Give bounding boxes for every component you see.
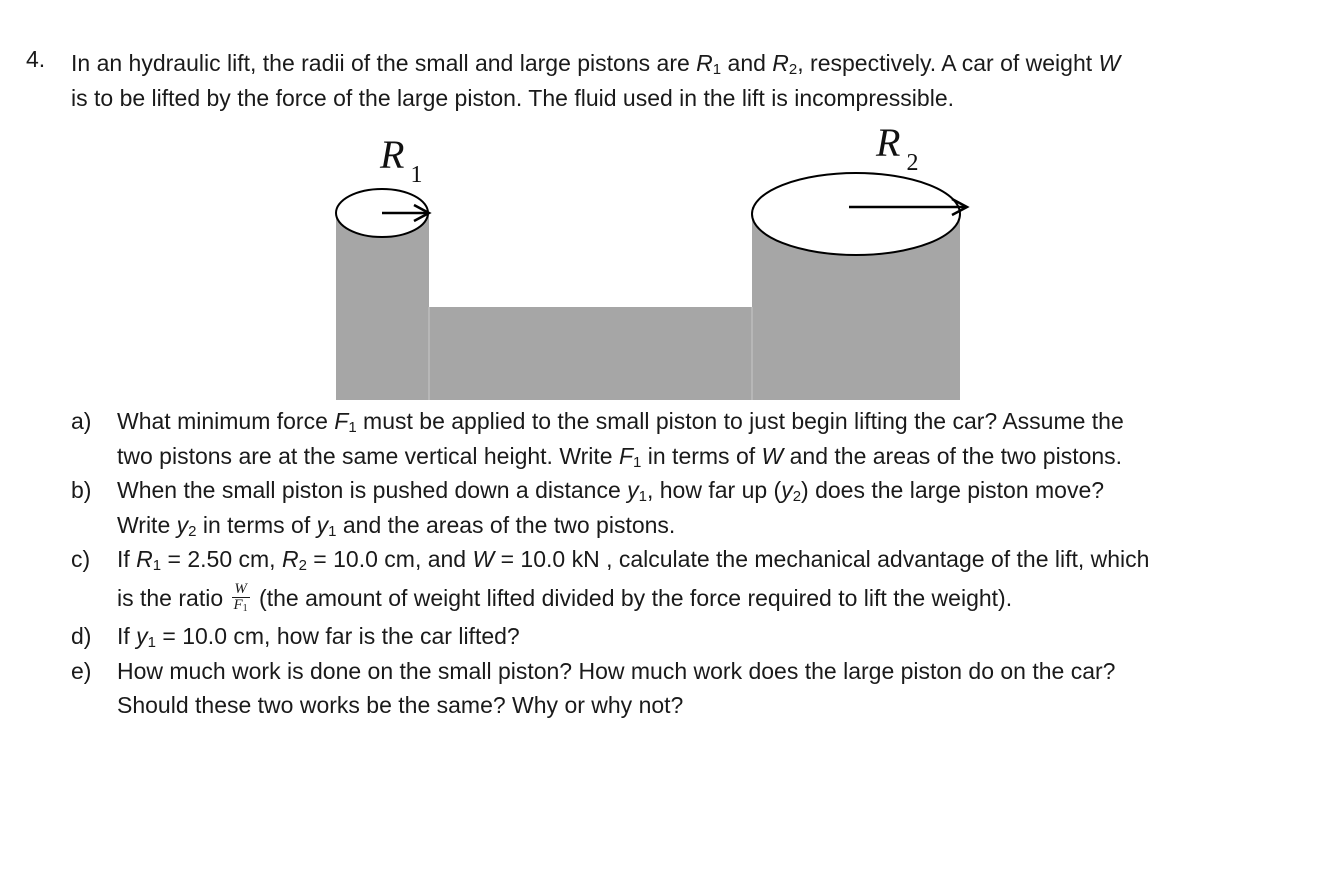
question-part-d <box>71 619 1311 654</box>
radius-label-small: R $_1$ <box>380 132 423 188</box>
part-letter: c) <box>71 546 91 572</box>
math-variable: y <box>781 477 793 503</box>
math-subscript: 2 <box>788 61 798 78</box>
connecting-fluid-channel <box>429 307 752 400</box>
question-part-a <box>71 404 1311 473</box>
math-subscript: 1 <box>152 557 162 574</box>
math-variable: W <box>1098 50 1121 76</box>
part-line: is the ratio $\frac{W}{F_1}$ (the amount of weight lifted divided by the force required to lift the weight). <box>117 580 1013 614</box>
part-line: What minimum force $F_1$ must be applied to the small piston to just begin lifting the car? Assume the <box>117 408 1124 436</box>
math-variable: F <box>618 442 634 469</box>
math-variable: R <box>696 50 713 76</box>
problem-statement <box>71 46 1301 116</box>
math-subscript: 1 <box>147 634 157 651</box>
math-subscript: 1 <box>348 419 357 436</box>
math-subscript: 1 <box>638 488 647 505</box>
part-line: Write $y_2$ in terms of $y_1$ and the areas of the two pistons. <box>117 511 676 540</box>
large-piston-top <box>752 173 960 255</box>
question-parts <box>71 404 1311 723</box>
small-piston-cylinder <box>336 213 429 400</box>
math-variable: y <box>627 477 639 503</box>
math-subscript: 2 <box>188 522 197 540</box>
question-part-b <box>71 473 1311 542</box>
math-subscript: 2 <box>792 488 802 505</box>
part-line: two pistons are at the same vertical height. Write $F_1$ in terms of W and the areas of the two pistons. <box>117 442 1123 471</box>
math-variable: R <box>772 50 789 76</box>
problem-statement-line: is to be lifted by the force of the large piston. The fluid used in the lift is incompressible. <box>71 85 954 111</box>
math-subscript: 1 <box>328 522 337 540</box>
radius-label-large: R $_2$ <box>876 120 919 176</box>
problem-statement-line: In an hydraulic lift, the radii of the small and large pistons are $R_1$ and $R_2$, respectively. A car of weight W <box>71 50 1121 78</box>
part-letter: a) <box>71 408 92 434</box>
math-variable: R <box>281 546 299 572</box>
math-variable: W <box>761 442 784 469</box>
part-line: Should these two works be the same? Why or why not? <box>117 692 684 718</box>
math-subscript: 1 <box>633 453 642 471</box>
math-variable: y <box>136 623 148 649</box>
part-line: If $y_1 = 10.0$ cm, how far is the car lifted? <box>117 623 520 651</box>
math-variable: F <box>334 408 349 434</box>
part-line: When the small piston is pushed down a distance $y_1$, how far up $(y_2)$ does the large piston move? <box>117 477 1105 505</box>
hydraulic-lift-diagram <box>330 115 980 405</box>
part-letter: d) <box>71 623 92 649</box>
part-letter: e) <box>71 657 92 684</box>
fraction-w-over-f1: $\frac{W}{F_1}$ <box>233 580 248 614</box>
part-line: How much work is done on the small piston? How much work does the large piston do on the car? <box>117 657 1116 684</box>
question-part-e <box>71 654 1311 723</box>
math-variable: R <box>136 546 153 572</box>
question-part-c <box>71 542 1311 619</box>
math-variable: W <box>472 546 495 572</box>
problem-number: 4. <box>26 46 46 72</box>
part-line: If $R_1 = 2.50$ cm, $R_2 = 10.0$ cm, and W = 10.0 kN , calculate the mechanical advantage of the lift, which <box>117 546 1150 574</box>
math-subscript: 1 <box>712 61 722 78</box>
math-variable: y <box>316 511 329 538</box>
math-subscript: 2 <box>298 557 307 574</box>
math-variable: y <box>176 511 189 538</box>
part-letter: b) <box>71 477 92 503</box>
